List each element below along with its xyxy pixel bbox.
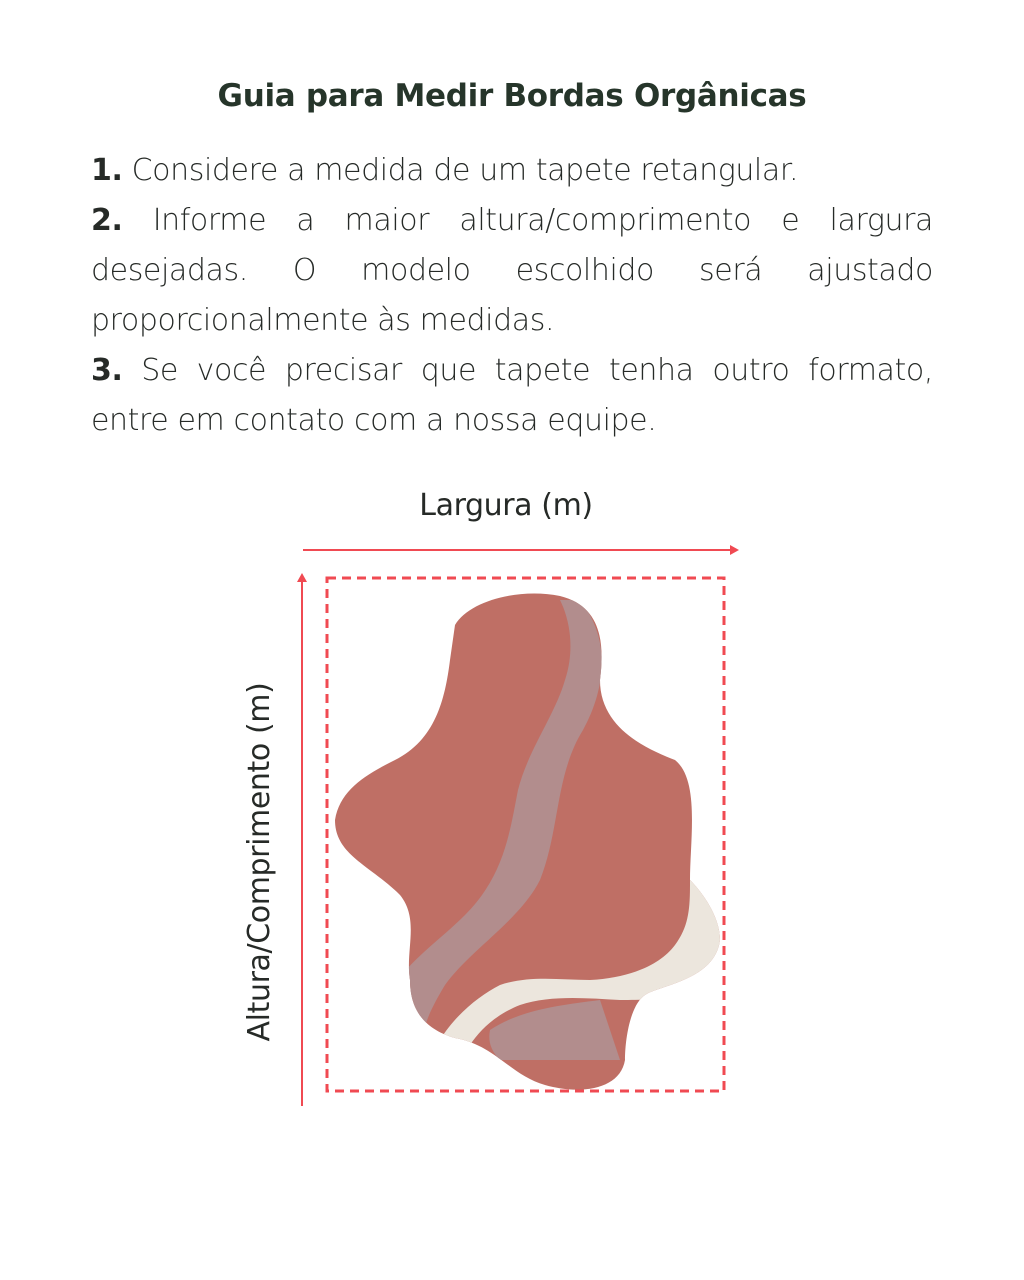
step-1-text: Considere a medida de um tapete retangular. <box>131 153 799 188</box>
width-label: Largura (m) <box>419 488 593 523</box>
page-title: Guia para Medir Bordas Orgânicas <box>217 78 807 114</box>
step-1-number: 1. <box>91 153 123 188</box>
step-2-number: 2. <box>91 203 123 238</box>
step-3-number: 3. <box>91 353 123 388</box>
height-arrow <box>297 573 307 1106</box>
step-3-text: Se você precisar que tapete tenha outro formato, entre em contato com a nossa equipe. <box>91 353 933 438</box>
organic-rug-image <box>320 580 730 1100</box>
width-arrow <box>303 545 739 555</box>
height-label: Altura/Comprimento (m) <box>242 682 277 1042</box>
step-2-text: Informe a maior altura/comprimento e largura desejadas. O modelo escolhido será ajustado proporcionalmente às medidas. <box>91 203 933 338</box>
